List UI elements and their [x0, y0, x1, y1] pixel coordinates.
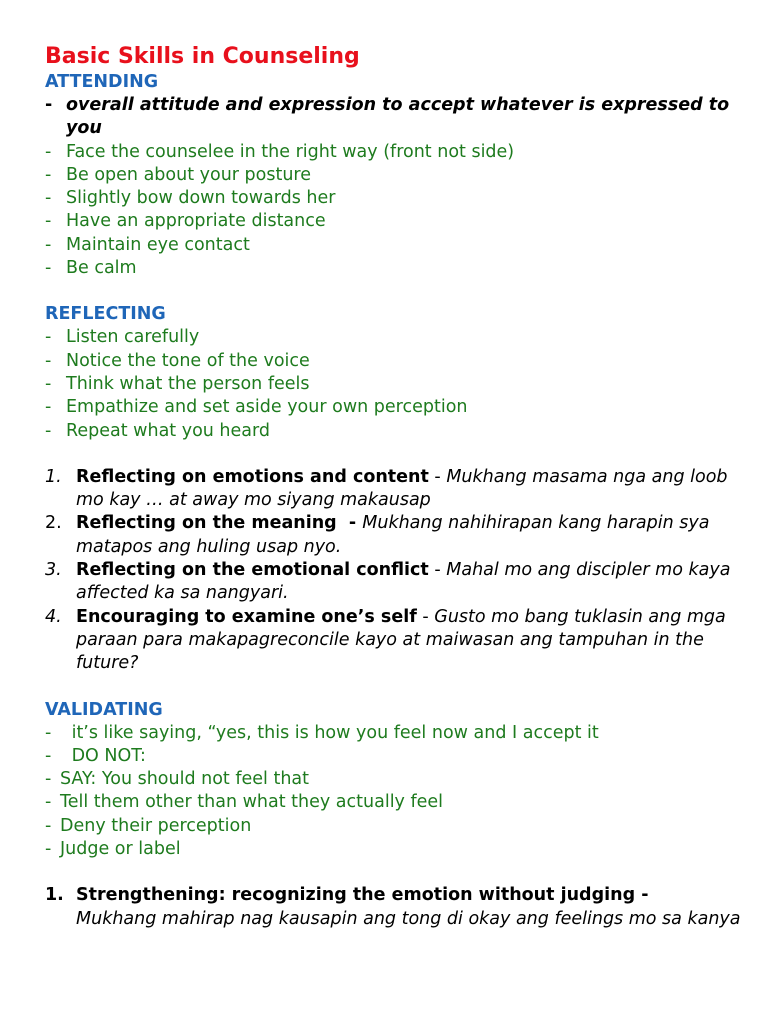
bullet-dash: -: [45, 792, 52, 813]
separator: -: [428, 560, 447, 581]
item-number: 1.: [45, 466, 62, 487]
spacer: [45, 280, 745, 303]
example-phrase: Mukhang nahihirapan kang harapin sya matapos ang huling usap nyo.: [76, 513, 710, 557]
numbered-item: [45, 512, 745, 559]
bullet-dash: -: [45, 188, 52, 209]
list-item-text: DO NOT:: [66, 745, 146, 766]
item-number: 1.: [45, 885, 64, 906]
list-item: [45, 838, 745, 861]
bullet-dash: -: [45, 141, 52, 162]
bullet-dash: -: [45, 95, 53, 115]
list-item: [45, 722, 745, 745]
list-item-text: Think what the person feels: [66, 373, 310, 394]
example-phrase: Mahal mo ang discipler mo kaya affected ka sa nangyari.: [76, 560, 731, 604]
numbered-item-text: [76, 884, 745, 931]
list-item: [45, 420, 745, 443]
bullet-dash: -: [45, 839, 52, 860]
technique-label: Reflecting on the emotional conflict: [76, 560, 429, 581]
list-item-text: Judge or label: [60, 839, 181, 860]
list-item-text: Repeat what you heard: [66, 420, 271, 441]
example-phrase: Mukhang mahirap nag kausapin ang tong di okay ang feelings mo sa kanya: [76, 908, 741, 929]
separator: -: [416, 606, 435, 627]
attending-definition: [45, 94, 745, 141]
list-item: [45, 210, 745, 233]
section-heading-validating: VALIDATING: [45, 699, 163, 720]
list-item-text: Slightly bow down towards her: [66, 188, 336, 209]
list-item: [45, 815, 745, 838]
bullet-dash: -: [45, 234, 52, 255]
bullet-dash: -: [45, 211, 52, 232]
item-number: 4.: [45, 606, 62, 627]
list-item: [45, 164, 745, 187]
separator: -: [635, 885, 649, 906]
list-item-text: Have an appropriate distance: [66, 211, 326, 232]
technique-label: Strengthening: recognizing the emotion without judging: [76, 885, 636, 906]
list-item: [45, 234, 745, 257]
bullet-dash: -: [45, 420, 52, 441]
numbered-item-text: [76, 466, 745, 513]
list-item: [45, 768, 745, 791]
numbered-item-text: [76, 606, 745, 676]
bullet-dash: -: [45, 164, 52, 185]
list-item-text: Deny their perception: [60, 815, 252, 836]
document-page: [45, 43, 745, 931]
separator: -: [336, 513, 363, 534]
numbered-item-text: [76, 512, 745, 559]
numbered-item-text: [76, 559, 745, 606]
list-item-text: Empathize and set aside your own perception: [66, 397, 468, 418]
numbered-item: [45, 559, 745, 606]
list-item-text: Listen carefully: [66, 327, 200, 348]
section-heading-reflecting: REFLECTING: [45, 304, 166, 325]
bullet-dash: -: [45, 397, 52, 418]
spacer: [45, 443, 745, 466]
list-item-text: it’s like saying, “yes, this is how you feel now and I accept it: [66, 722, 599, 743]
list-item: [45, 791, 745, 814]
bullet-dash: -: [45, 815, 52, 836]
bullet-dash: -: [45, 350, 52, 371]
item-number: 3.: [45, 560, 62, 581]
technique-label: Reflecting on the meaning: [76, 513, 337, 534]
list-item: [45, 373, 745, 396]
list-item-text: Be calm: [66, 258, 137, 279]
bullet-dash: -: [45, 745, 52, 766]
attending-definition-text: overall attitude and expression to accept whatever is expressed to you: [66, 95, 730, 139]
list-item: [45, 141, 745, 164]
technique-label: Reflecting on emotions and content: [76, 466, 429, 487]
numbered-item: [45, 884, 745, 931]
section-heading-attending: ATTENDING: [45, 72, 159, 92]
technique-label: Encouraging to examine one’s self: [76, 606, 417, 627]
separator: -: [428, 466, 447, 487]
spacer: [45, 676, 745, 699]
bullet-dash: -: [45, 373, 52, 394]
list-item: [45, 745, 745, 768]
bullet-dash: -: [45, 258, 52, 279]
list-item: [45, 396, 745, 419]
page-title: Basic Skills in Counseling: [45, 44, 360, 69]
list-item-text: Maintain eye contact: [66, 234, 250, 255]
list-item-text: Be open about your posture: [66, 164, 311, 185]
example-phrase: Gusto mo bang tuklasin ang mga paraan para makapagreconcile kayo at maiwasan ang tampuhan in the future?: [76, 606, 726, 674]
list-item: [45, 257, 745, 280]
list-item: [45, 187, 745, 210]
list-item: [45, 350, 745, 373]
example-phrase: Mukhang masama nga ang loob mo kay … at away mo siyang makausap: [76, 466, 728, 511]
bullet-dash: -: [45, 722, 52, 743]
spacer: [45, 861, 745, 884]
list-item: [45, 326, 745, 349]
list-item-text: Tell them other than what they actually feel: [60, 792, 444, 813]
numbered-item: [45, 606, 745, 676]
list-item-text: SAY: You should not feel that: [60, 769, 310, 790]
bullet-dash: -: [45, 327, 52, 348]
list-item-text: Face the counselee in the right way (front not side): [66, 141, 515, 162]
list-item-text: Notice the tone of the voice: [66, 350, 310, 371]
bullet-dash: -: [45, 769, 52, 790]
numbered-item: [45, 466, 745, 513]
item-number: 2.: [45, 513, 62, 534]
